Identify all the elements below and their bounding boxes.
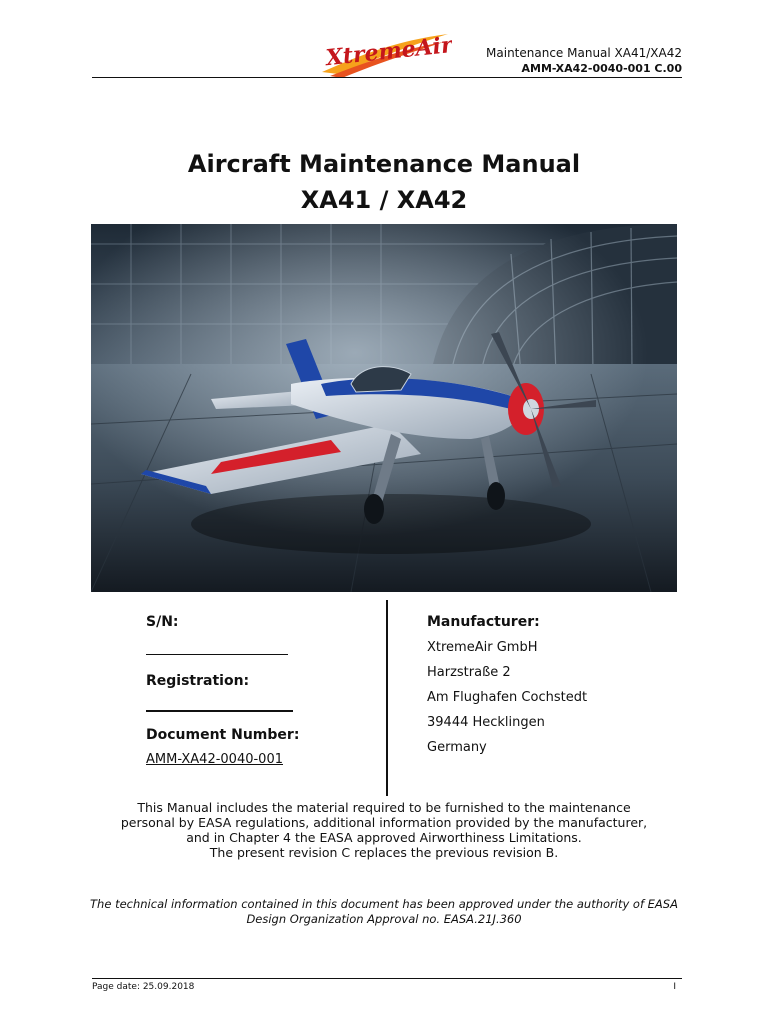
svg-text:XtremeAir: XtremeAir [324, 32, 452, 72]
document-number-label: Document Number: [146, 727, 300, 743]
registration-label: Registration: [146, 673, 250, 689]
approval-line: The technical information contained in this document has been approved under the authority of EASA [90, 897, 678, 911]
header-info [486, 44, 682, 76]
description-line: and in Chapter 4 the EASA approved Airworthiness Limitations. [186, 830, 582, 845]
manual-title: Maintenance Manual XA41/XA42 [486, 46, 682, 60]
registration-blank-line [146, 710, 293, 712]
page-number: I [673, 982, 676, 992]
page-title: Aircraft Maintenance Manual [187, 150, 581, 178]
column-divider [386, 600, 388, 796]
description-line: This Manual includes the material required to be furnished to the maintenance [137, 800, 631, 815]
approval-statement [70, 897, 698, 927]
manufacturer-location: Am Flughafen Cochstedt [427, 690, 588, 705]
header-rule [92, 77, 682, 78]
description-line: personal by EASA regulations, additional information provided by the manufacturer, [120, 815, 648, 830]
manufacturer-label: Manufacturer: [427, 614, 540, 630]
xtremeair-logo [316, 28, 452, 80]
approval-line: Design Organization Approval no. EASA.21J.360 [246, 912, 522, 926]
footer-rule [92, 978, 682, 979]
manufacturer-postal-city: 39444 Hecklingen [427, 715, 545, 730]
aircraft-photo [91, 224, 677, 592]
manufacturer-name: XtremeAir GmbH [427, 640, 538, 655]
description-line: The present revision C replaces the previous revision B. [209, 845, 559, 860]
manual-description [70, 800, 698, 860]
document-code: AMM-XA42-0040-001 C.00 [521, 62, 682, 75]
manufacturer-street: Harzstraße 2 [427, 665, 511, 680]
sn-label: S/N: [146, 614, 179, 630]
page-date: Page date: 25.09.2018 [92, 982, 195, 992]
page-subtitle: XA41 / XA42 [300, 186, 468, 214]
document-number-value: AMM-XA42-0040-001 [146, 752, 283, 767]
sn-blank-line [146, 654, 288, 655]
manufacturer-country: Germany [427, 740, 487, 755]
